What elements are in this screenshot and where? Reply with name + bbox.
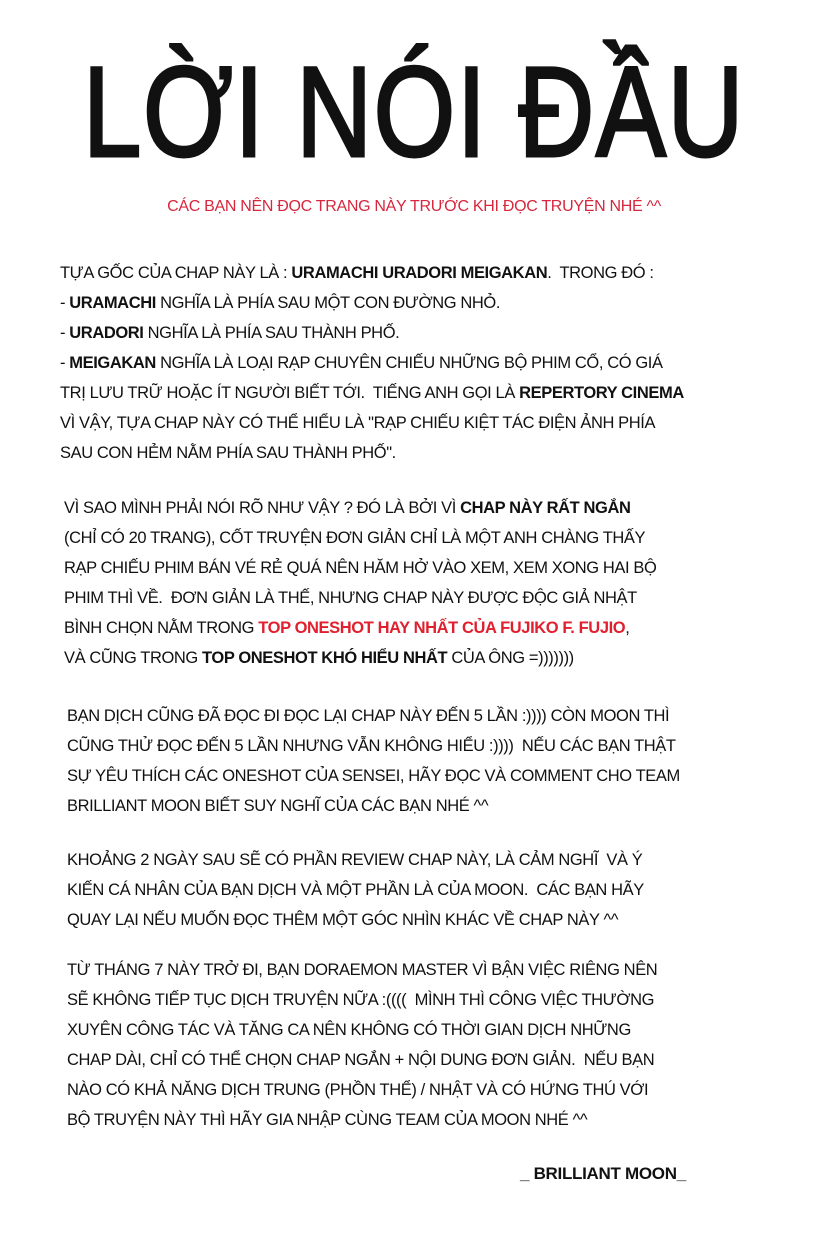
text-line xyxy=(60,288,780,318)
bold-text: URADORI xyxy=(69,324,144,342)
text-segment: SỰ YÊU THÍCH CÁC ONESHOT CỦA SENSEI, HÃY ĐỌC VÀ COMMENT CHO TEAM xyxy=(67,767,680,785)
text-segment: PHIM THÌ VỀ. ĐƠN GIẢN LÀ THẾ, NHƯNG CHAP NÀY ĐƯỢC ĐỘC GIẢ NHẬT xyxy=(64,589,637,607)
text-line xyxy=(67,905,787,935)
text-segment: NGHĨA LÀ PHÍA SAU MỘT CON ĐƯỜNG NHỎ. xyxy=(155,294,501,312)
bold-text: REPERTORY CINEMA xyxy=(519,384,684,402)
text-line xyxy=(67,875,787,905)
paragraph xyxy=(67,955,787,1135)
paragraph xyxy=(64,493,784,673)
highlight-red-text: TOP ONESHOT HAY NHẤT CỦA FUJIKO F. FUJIO xyxy=(258,619,626,637)
text-segment: NGHĨA LÀ LOẠI RẠP CHUYÊN CHIẾU NHỮNG BỘ PHIM CỔ, CÓ GIÁ xyxy=(155,354,663,372)
text-segment: NÀO CÓ KHẢ NĂNG DỊCH TRUNG (PHỒN THỂ) / NHẬT VÀ CÓ HỨNG THÚ VỚI xyxy=(67,1081,649,1099)
paragraph xyxy=(67,701,787,821)
text-line xyxy=(67,1075,787,1105)
text-line xyxy=(67,731,787,761)
text-line xyxy=(67,985,787,1015)
text-line xyxy=(67,845,787,875)
text-segment: SẼ KHÔNG TIẾP TỤC DỊCH TRUYỆN NỮA :(((( MÌNH THÌ CÔNG VIỆC THƯỜNG xyxy=(67,991,655,1009)
text-segment: VÌ VẬY, TỰA CHAP NÀY CÓ THỂ HIỂU LÀ "RẠP CHIẾU KIỆT TÁC ĐIỆN ẢNH PHÍA xyxy=(60,414,656,432)
text-segment: VÌ SAO MÌNH PHẢI NÓI RÕ NHƯ VẬY ? ĐÓ LÀ BỞI VÌ xyxy=(64,499,461,517)
text-line xyxy=(64,613,784,643)
text-line xyxy=(64,643,784,673)
text-line xyxy=(67,1045,787,1075)
text-segment: . TRONG ĐÓ : xyxy=(547,264,654,282)
bold-text: MEIGAKAN xyxy=(69,354,156,372)
text-line xyxy=(64,583,784,613)
signature: _ BRILLIANT MOON_ xyxy=(520,1164,686,1183)
text-line xyxy=(60,348,780,378)
text-line xyxy=(67,701,787,731)
text-line xyxy=(64,493,784,523)
text-segment: TỰA GỐC CỦA CHAP NÀY LÀ : xyxy=(60,264,292,282)
text-segment: KHOẢNG 2 NGÀY SAU SẼ CÓ PHẦN REVIEW CHAP NÀY, LÀ CẢM NGHĨ VÀ Ý xyxy=(67,851,643,869)
text-segment: BẠN DỊCH CŨNG ĐÃ ĐỌC ĐI ĐỌC LẠI CHAP NÀY ĐẾN 5 LẦN :)))) CÒN MOON THÌ xyxy=(67,707,670,725)
text-line xyxy=(67,955,787,985)
text-segment: SAU CON HẺM NẰM PHÍA SAU THÀNH PHỐ". xyxy=(60,444,396,462)
page-title: LỜI NÓI ĐẦU xyxy=(82,41,746,184)
text-line xyxy=(67,1015,787,1045)
text-segment: BÌNH CHỌN NẰM TRONG xyxy=(64,619,259,637)
text-segment: KIẾN CÁ NHÂN CỦA BẠN DỊCH VÀ MỘT PHẦN LÀ CỦA MOON. CÁC BẠN HÃY xyxy=(67,881,644,899)
text-segment: XUYÊN CÔNG TÁC VÀ TĂNG CA NÊN KHÔNG CÓ THỜI GIAN DỊCH NHỮNG xyxy=(67,1021,631,1039)
text-segment: - xyxy=(60,294,70,312)
subtitle-notice: CÁC BẠN NÊN ĐỌC TRANG NÀY TRƯỚC KHI ĐỌC TRUYỆN NHÉ ^^ xyxy=(167,198,661,215)
text-segment: - xyxy=(60,354,70,372)
text-segment: BỘ TRUYỆN NÀY THÌ HÃY GIA NHẬP CÙNG TEAM CỦA MOON NHÉ ^^ xyxy=(67,1111,588,1129)
bold-text: CHAP NÀY RẤT NGẮN xyxy=(460,499,631,517)
text-segment: (CHỈ CÓ 20 TRANG), CỐT TRUYỆN ĐƠN GIẢN CHỈ LÀ MỘT ANH CHÀNG THẤY xyxy=(64,529,646,547)
bold-text: URAMACHI xyxy=(69,294,156,312)
text-segment: RẠP CHIẾU PHIM BÁN VÉ RẺ QUÁ NÊN HĂM HỞ VÀO XEM, XEM XONG HAI BỘ xyxy=(64,559,657,577)
text-segment: QUAY LẠI NẾU MUỐN ĐỌC THÊM MỘT GÓC NHÌN KHÁC VỀ CHAP NÀY ^^ xyxy=(67,911,619,929)
text-segment: - xyxy=(60,324,70,342)
text-line xyxy=(64,553,784,583)
text-segment: CŨNG THỬ ĐỌC ĐẾN 5 LẦN NHƯNG VẪN KHÔNG HIỂU :)))) NẾU CÁC BẠN THẬT xyxy=(67,737,676,755)
text-segment: NGHĨA LÀ PHÍA SAU THÀNH PHỐ. xyxy=(143,324,400,342)
text-line xyxy=(67,1105,787,1135)
text-segment: BRILLIANT MOON BIẾT SUY NGHĨ CỦA CÁC BẠN NHÉ ^^ xyxy=(67,797,489,815)
text-segment: TỪ THÁNG 7 NÀY TRỞ ĐI, BẠN DORAEMON MASTER VÌ BẬN VIỆC RIÊNG NÊN xyxy=(67,961,658,979)
text-line xyxy=(67,761,787,791)
text-line xyxy=(60,378,780,408)
text-segment: CỦA ÔNG =))))))) xyxy=(447,649,574,667)
text-line xyxy=(67,791,787,821)
paragraph xyxy=(67,845,787,935)
text-line xyxy=(60,258,780,288)
text-line xyxy=(60,408,780,438)
text-line xyxy=(60,318,780,348)
paragraph xyxy=(60,258,780,468)
bold-text: TOP ONESHOT KHÓ HIỂU NHẤT xyxy=(202,649,448,667)
text-segment: VÀ CŨNG TRONG xyxy=(64,649,203,667)
bold-text: URAMACHI URADORI MEIGAKAN xyxy=(291,264,548,282)
text-segment: TRỊ LƯU TRỮ HOẶC ÍT NGƯỜI BIẾT TỚI. TIẾNG ANH GỌI LÀ xyxy=(60,384,520,402)
text-line xyxy=(64,523,784,553)
text-line xyxy=(60,438,780,468)
text-segment: CHAP DÀI, CHỈ CÓ THỂ CHỌN CHAP NGẮN + NỘI DUNG ĐƠN GIẢN. NẾU BẠN xyxy=(67,1051,655,1069)
text-segment: , xyxy=(625,619,630,637)
